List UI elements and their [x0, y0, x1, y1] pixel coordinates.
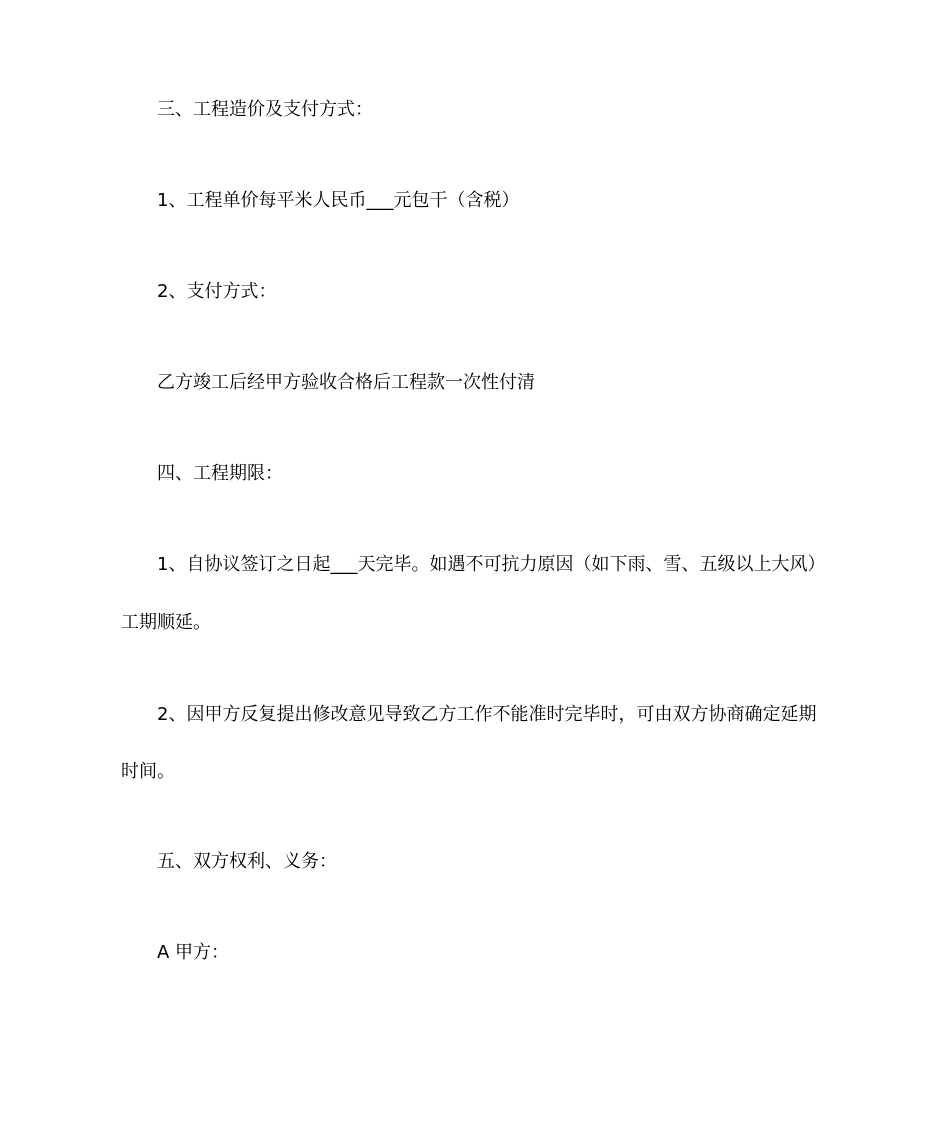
- item-4-1-line2: 工期顺延。: [121, 612, 211, 633]
- item-3-2-payment-method: 2、支付方式：: [157, 281, 277, 302]
- item-4-2-line2: 时间。: [121, 761, 175, 782]
- item-5-a-party-a: A 甲方：: [157, 942, 230, 963]
- section-5-heading: 五、双方权利、义务：: [157, 851, 337, 872]
- item-3-2-payment-detail: 乙方竣工后经甲方验收合格后工程款一次性付清: [157, 372, 535, 393]
- item-3-1-unit-price: 1、工程单价每平米人民币___元包干（含税）: [157, 190, 520, 211]
- item-4-1-line1: 1、自协议签订之日起___天完毕。如遇不可抗力原因（如下雨、雪、五级以上大风）: [157, 554, 826, 575]
- section-3-heading: 三、工程造价及支付方式：: [157, 99, 373, 120]
- section-4-heading: 四、工程期限：: [157, 463, 283, 484]
- item-4-2-line1: 2、因甲方反复提出修改意见导致乙方工作不能准时完毕时，可由双方协商确定延期: [157, 704, 817, 725]
